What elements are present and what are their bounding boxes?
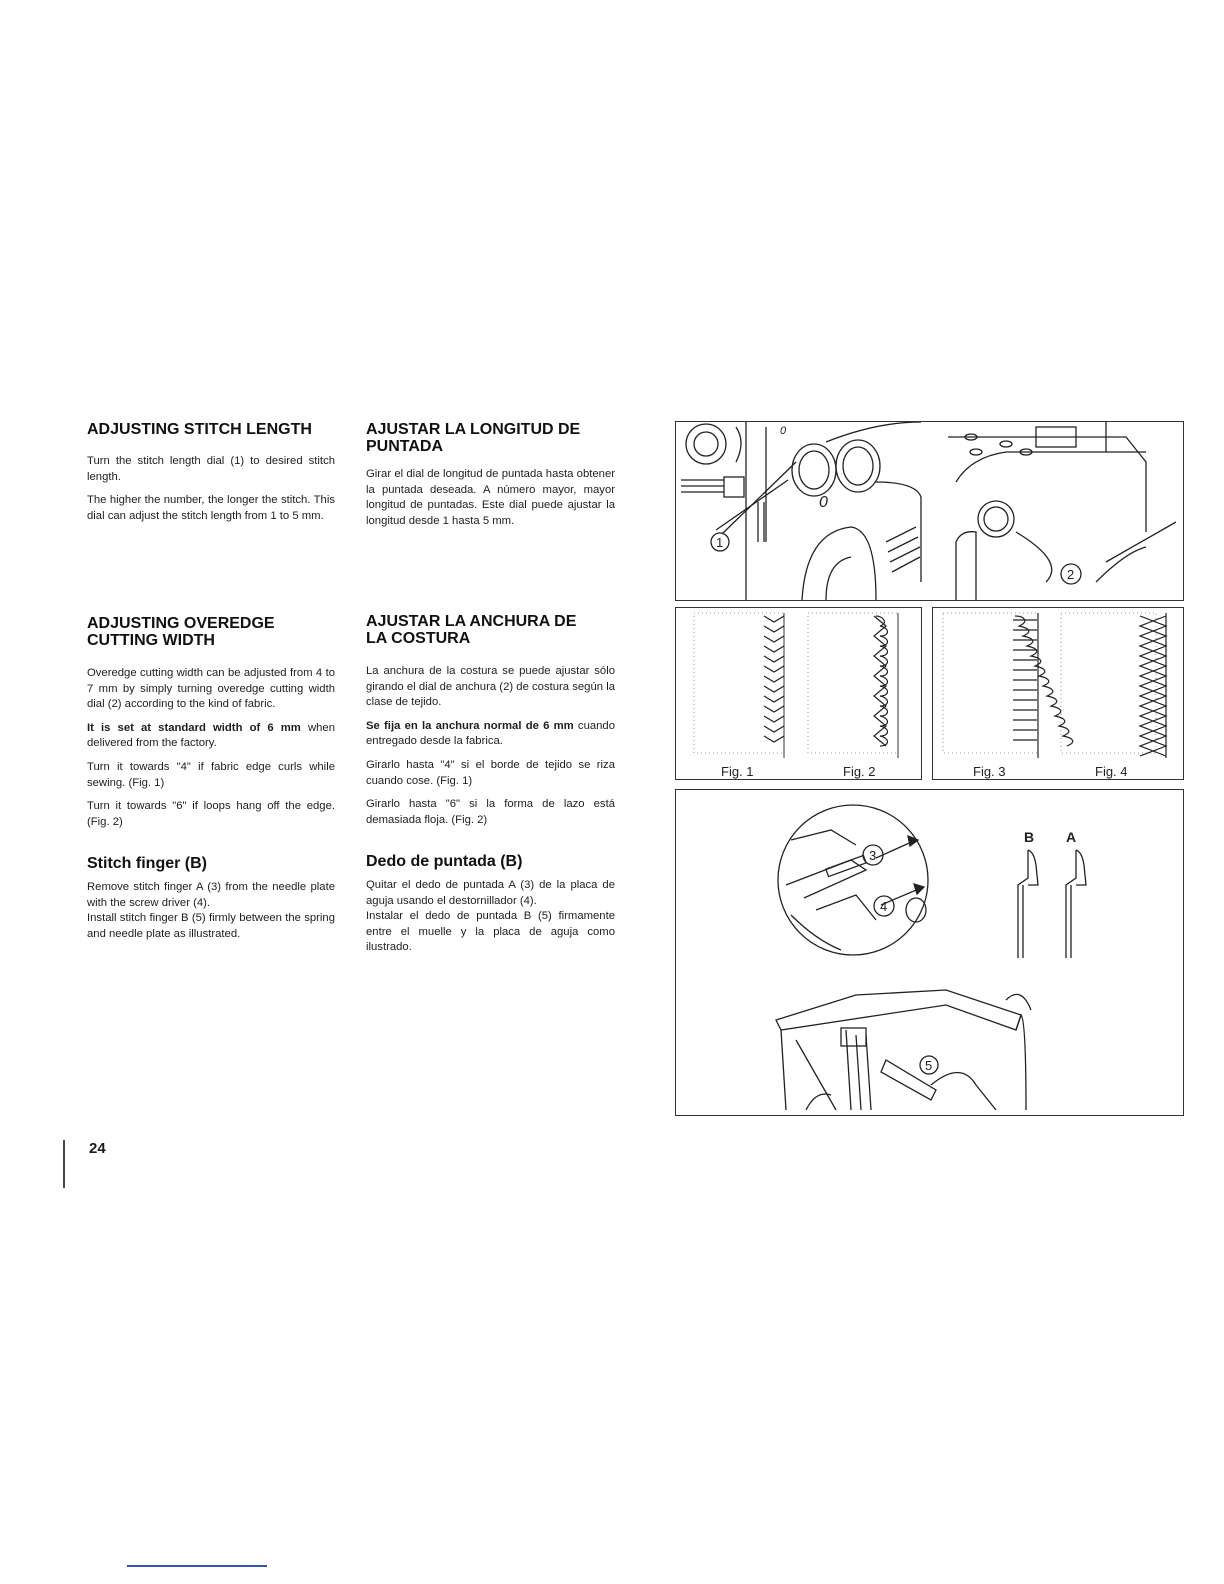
heading-ajustar-longitud: AJUSTAR LA LONGITUD DE PUNTADA [366, 421, 581, 455]
paragraph: La anchura de la costura se puede ajustar sólo girando el dial de anchura (2) de costura según la clase de tejido. [366, 665, 615, 709]
heading-adjusting-stitch-length: ADJUSTING STITCH LENGTH [87, 421, 312, 438]
paragraph: Girarlo hasta "4" si el borde de tejido se riza cuando cose. (Fig. 1) [366, 758, 615, 787]
fig4-caption: Fig. 4 [1095, 764, 1128, 779]
paragraph: Se fija en la anchura normal de 6 mm cuando entregado desde la fabrica. [366, 719, 615, 748]
paragraph: Quitar el dedo de puntada A (3) de la placa de aguja usando el destornillador (4). [366, 879, 615, 907]
stitch-drawing-right [933, 608, 1183, 779]
heading-ajustar-anchura: AJUSTAR LA ANCHURA DE LA COSTURA [366, 613, 577, 647]
dial-drawing [676, 422, 1183, 600]
dial-number-mid: 0 [819, 494, 828, 511]
heading-dedo-puntada: Dedo de puntada (B) [366, 853, 523, 870]
spanish-column [366, 421, 615, 529]
stitch-figures-left [675, 607, 922, 780]
stitch-finger-illustration [675, 789, 1184, 1116]
paragraph: Girar el dial de longitud de puntada hasta obtener la puntada deseada. A número mayor, mayor longitud de puntadas. Este dial puede ajustar la longitud desde 1 hasta 5 mm. [366, 468, 615, 527]
dial-illustration [675, 421, 1184, 601]
margin-line [63, 1140, 65, 1188]
callout-3: 3 [869, 848, 877, 863]
stitch-drawing-left [676, 608, 921, 779]
fig3-caption: Fig. 3 [973, 764, 1006, 779]
english-column-section2 [87, 615, 335, 830]
paragraph: It is set at standard width of 6 mm when delivered from the factory. [87, 721, 335, 750]
heading-stitch-finger: Stitch finger (B) [87, 855, 207, 872]
fig1-caption: Fig. 1 [721, 764, 754, 779]
bottom-divider [127, 1565, 267, 1567]
callout-2: 2 [1067, 567, 1075, 582]
paragraph: Turn it towards "6" if loops hang off the edge. (Fig. 2) [87, 800, 335, 828]
paragraph: Girarlo hasta "6" si la forma de lazo está demasiada floja. (Fig. 2) [366, 798, 615, 826]
callout-5: 5 [925, 1058, 933, 1073]
spanish-column-section2 [366, 613, 615, 828]
english-column-section3 [87, 855, 335, 942]
paragraph: Overedge cutting width can be adjusted from 4 to 7 mm by simply turning overedge cutting width dial (2) according to the kind of fabric. [87, 667, 335, 711]
page-number: 24 [89, 1140, 106, 1157]
callout-4: 4 [880, 899, 888, 914]
dial-number-top: 0 [780, 425, 787, 437]
english-column [87, 421, 335, 524]
heading-adjusting-overedge: ADJUSTING OVEREDGE CUTTING WIDTH [87, 615, 275, 649]
callout-1: 1 [716, 535, 724, 550]
paragraph: Turn it towards "4" if fabric edge curls while sewing. (Fig. 1) [87, 760, 335, 789]
paragraph: Install stitch finger B (5) firmly between the spring and needle plate as illustrated. [87, 912, 335, 940]
fig2-caption: Fig. 2 [843, 764, 876, 779]
finger-b-label: B [1024, 829, 1035, 845]
paragraph: Turn the stitch length dial (1) to desired stitch length. [87, 455, 335, 483]
stitch-finger-drawing [676, 790, 1183, 1115]
paragraph: Instalar el dedo de puntada B (5) firmamente entre el muelle y la placa de aguja como ilustrado. [366, 910, 615, 954]
paragraph: The higher the number, the longer the stitch. This dial can adjust the stitch length from 1 to 5 mm. [87, 494, 335, 522]
finger-a-label: A [1066, 829, 1077, 845]
stitch-figures-right [932, 607, 1184, 780]
spanish-column-section3 [366, 853, 615, 956]
paragraph: Remove stitch finger A (3) from the needle plate with the screw driver (4). [87, 881, 335, 909]
